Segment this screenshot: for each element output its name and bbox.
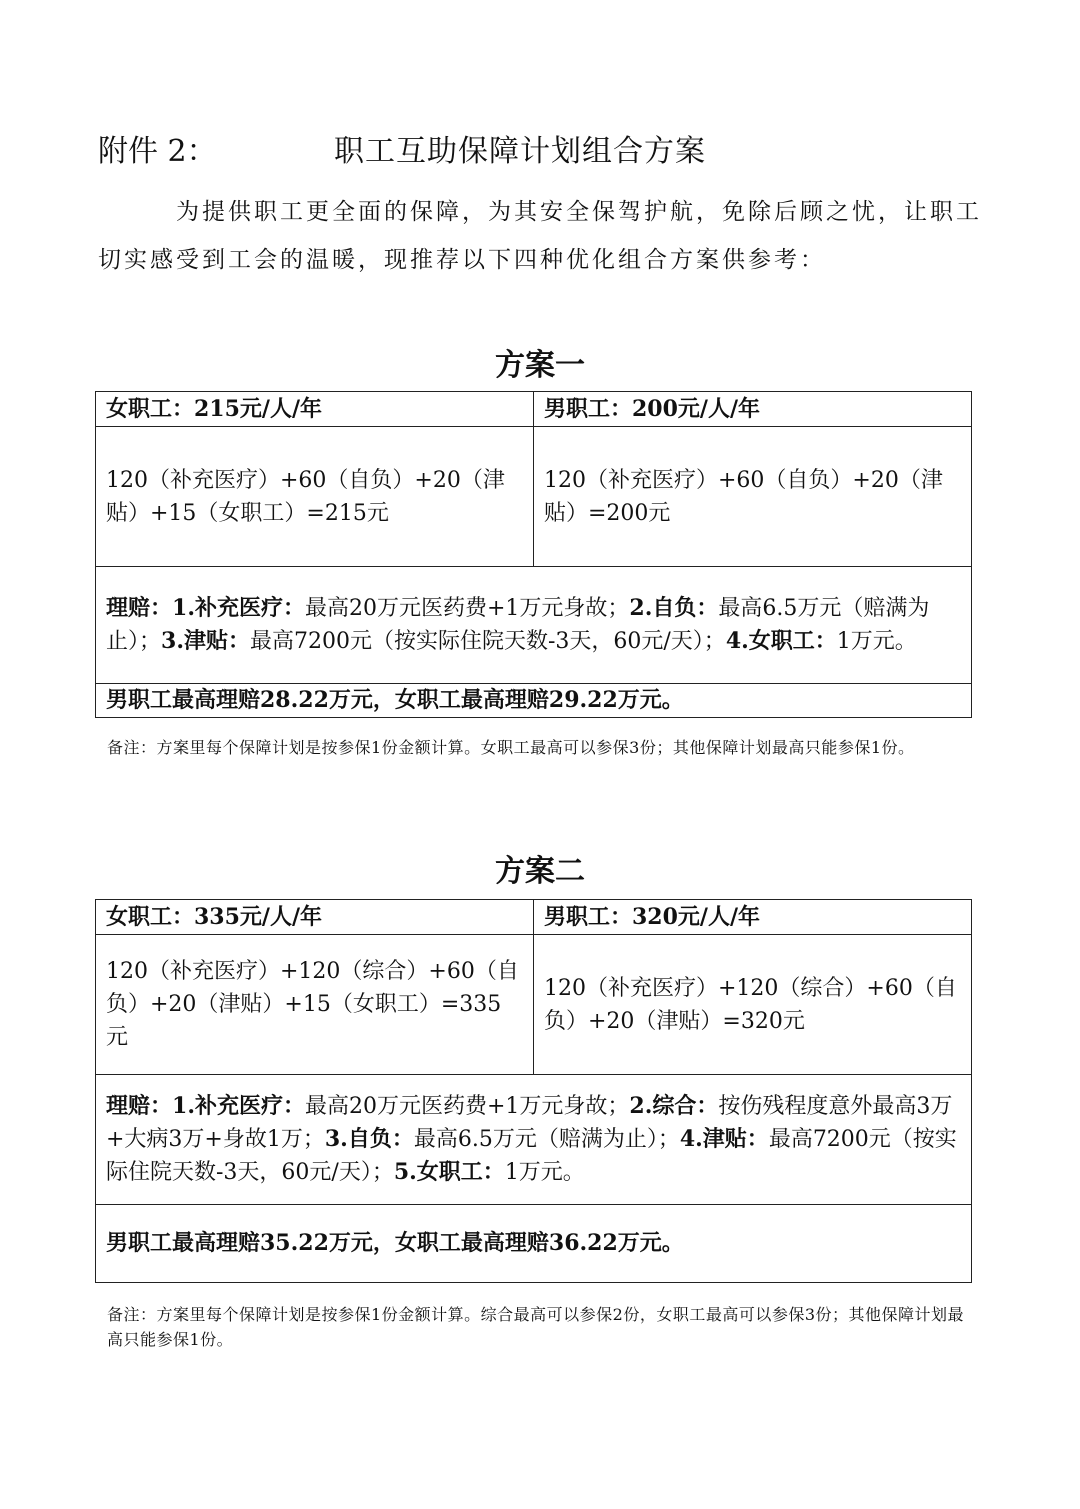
plan-1-table: [95, 391, 972, 718]
document-title: 职工互助保障计划组合方案: [334, 134, 706, 169]
plan-2-female-header: 女职工：335元/人/年: [96, 900, 534, 935]
plan-2-table: [95, 899, 972, 1283]
plan-1-claim-4-name: 4.女职工：: [725, 628, 837, 654]
plan-1-claim-3-name: 3.津贴：: [161, 628, 250, 654]
plan-1-claim-3-desc: 最高7200元（按实际住院天数-3天，60元/天）；: [249, 629, 726, 654]
plan-1-claim-4-desc: 1万元。: [836, 629, 917, 654]
plan-1-male-formula: 120（补充医疗）+60（自负）+20（津贴）=200元: [534, 427, 972, 567]
plan-1-claim-2-name: 2.自负：: [629, 595, 719, 621]
intro-paragraph: 为提供职工更全面的保障，为其安全保驾护航，免除后顾之忧，让职工切实感受到工会的温暖，现推荐以下四种优化组合方案供参考：: [98, 199, 982, 273]
plan-2-male-formula: 120（补充医疗）+120（综合）+60（自负）+20（津贴）=320元: [534, 935, 972, 1075]
plan-2-claim-1-name: 1.补充医疗：: [172, 1093, 305, 1119]
plan-1-heading: 方案一: [495, 348, 585, 383]
plan-2-claim-5-name: 5.女职工：: [393, 1159, 505, 1185]
plan-2-summary: 男职工最高理赔35.22万元，女职工最高理赔36.22万元。: [96, 1205, 972, 1283]
plan-2-claim-3-name: 3.自负：: [324, 1126, 414, 1152]
plan-2-male-header: 男职工：320元/人/年: [534, 900, 972, 935]
plan-2-female-formula: 120（补充医疗）+120（综合）+60（自负）+20（津贴）+15（女职工）=335元: [96, 935, 534, 1075]
plan-2-claims-label: 理赔：: [106, 1093, 173, 1119]
plan-2-heading: 方案二: [495, 854, 585, 889]
plan-1-claim-2-desc: 最高6.5万元（赔满为止）；: [106, 596, 930, 654]
plan-2-claim-2-desc: 按伤残程度意外最高3万+大病3万+身故1万；: [106, 1094, 953, 1152]
plan-2-claim-1-desc: 最高20万元医药费+1万元身故；: [304, 1094, 630, 1119]
plan-2-claim-5-desc: 1万元。: [504, 1160, 585, 1185]
plan-1-female-formula: 120（补充医疗）+60（自负）+20（津贴）+15（女职工）=215元: [96, 427, 534, 567]
plan-1-claims-label: 理赔：: [106, 595, 173, 621]
plan-1-claim-1-desc: 最高20万元医药费+1万元身故；: [304, 596, 630, 621]
plan-1-note: 备注：方案里每个保障计划是按参保1份金额计算。女职工最高可以参保3份；其他保障计划最高只能参保1份。: [107, 738, 915, 757]
page-header: [98, 130, 998, 174]
plan-2-claims: [96, 1075, 972, 1205]
plan-2-claim-2-name: 2.综合：: [629, 1093, 719, 1119]
plan-2-claim-4-name: 4.津贴：: [679, 1126, 769, 1152]
plan-2-claim-3-desc: 最高6.5万元（赔满为止）；: [413, 1127, 680, 1152]
plan-2-claim-4-desc: 最高7200元（按实际住院天数-3天，60元/天）；: [106, 1127, 957, 1185]
plan-2-note: 备注：方案里每个保障计划是按参保1份金额计算。综合最高可以参保2份，女职工最高可以参保3份；其他保障计划最高只能参保1份。: [107, 1305, 965, 1349]
plan-1-female-header: 女职工：215元/人/年: [96, 392, 534, 427]
plan-1-male-header: 男职工：200元/人/年: [534, 392, 972, 427]
attachment-label: 附件 2：: [98, 134, 217, 169]
plan-1-summary: 男职工最高理赔28.22万元，女职工最高理赔29.22万元。: [96, 684, 972, 718]
plan-1-claims: [96, 567, 972, 684]
plan-1-claim-1-name: 1.补充医疗：: [172, 595, 305, 621]
